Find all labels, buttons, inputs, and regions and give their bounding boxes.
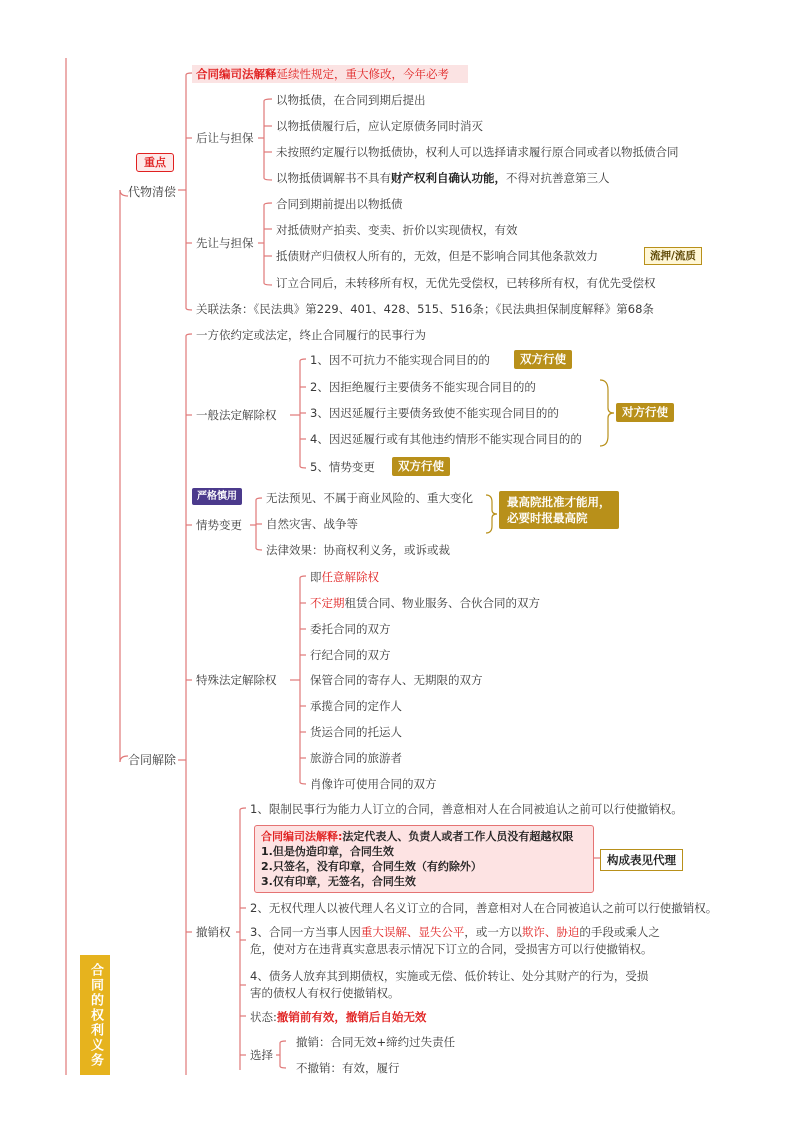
revoke-item-3-line1: 3、合同一方当事人因重大误解、显失公平，或一方以欺诈、胁迫的手段或乘人之 [250,925,660,939]
revoke-item-1: 1、限制民事行为能力人订立的合同，善意相对人在合同被追认之前可以行使撤销权。 [250,802,683,816]
special-item-5: 保管合同的寄存人、无期限的双方 [310,673,483,687]
general-item-3: 3、因迟延履行主要债务致使不能实现合同目的的 [310,406,559,420]
topic-special-rescission: 特殊法定解除权 [196,673,277,687]
topic-general-rescission: 一般法定解除权 [196,408,277,422]
choice-item-2: 不撤销：有效，履行 [296,1061,400,1075]
revoke-item-4-line2: 害的债权人有权行使撤销权。 [250,986,400,1000]
general-item-4: 4、因迟延履行或有其他违约情形不能实现合同目的的 [310,432,582,446]
supreme-court-note: 最高院批准才能用， 必要时报最高院 [499,491,619,529]
special-item-6: 承揽合同的定作人 [310,699,402,713]
sec1-top-line: 合同编司法解释延续性规定，重大修改，今年必考 [196,67,449,81]
choice-item-1: 撤销：合同无效+缔约过失责任 [296,1035,456,1049]
revoke-item-2: 2、无权代理人以被代理人名义订立的合同，善意相对人在合同被追认之前可以行使撤销权。 [250,901,718,915]
key-point-badge: 重点 [136,153,174,172]
special-item-8: 旅游合同的旅游者 [310,751,402,765]
revoke-item-3-line2: 危，使对方在违背真实意思表示情况下订立的合同，受损害方可以行使撤销权。 [250,942,653,956]
pre-item-2: 对抵债财产拍卖、变卖、折价以实现债权，有效 [276,223,518,237]
topic-change-circumstances: 情势变更 [196,518,242,532]
topic-choice: 选择 [250,1048,273,1062]
post-item-2: 以物抵债履行后，应认定原债务同时消灭 [276,119,483,133]
tag-both-parties-2: 双方行使 [392,457,450,476]
topic-revocation: 撤销权 [196,925,231,939]
change-item-1: 无法预见、不属于商业风险的、重大变化 [266,491,473,505]
change-item-2: 自然灾害、战争等 [266,517,358,531]
judicial-interpretation-box: 合同编司法解释:法定代表人、负责人或者工作人员没有超越权限 1.但是伪造印章，合同生效 2.只签名，没有印章，合同生效（有约除外） 3.仅有印章，无签名，合同生效 [254,825,594,893]
pre-item-1: 合同到期前提出以物抵债 [276,197,403,211]
related-law: 关联法条：《民法典》第229、401、428、515、516条；《民法典担保制度解释》第68条 [196,302,654,316]
apparent-agency-tag: 构成表见代理 [600,849,683,871]
post-item-3: 未按照约定履行以物抵债协，权利人可以选择请求履行原合同或者以物抵债合同 [276,145,679,159]
special-item-9: 肖像许可使用合同的双方 [310,777,437,791]
general-item-5: 5、情势变更 [310,460,375,474]
tag-both-parties: 双方行使 [514,350,572,369]
special-item-2: 不定期租赁合同、物业服务、合伙合同的双方 [310,596,540,610]
revoke-status: 状态:撤销前有效，撤销后自始无效 [250,1010,427,1024]
tag-pledge: 流押/流质 [644,247,702,265]
special-item-3: 委托合同的双方 [310,622,391,636]
pre-item-4: 订立合同后，未转移所有权，无优先受偿权，已转移所有权，有优先受偿权 [276,276,656,290]
tag-other-party: 对方行使 [616,403,674,422]
post-item-1: 以物抵债，在合同到期后提出 [276,93,426,107]
root-topic [80,955,110,1075]
revoke-item-4-line1: 4、债务人放弃其到期债权，实施或无偿、低价转让、处分其财产的行为，受损 [250,969,649,983]
change-item-3: 法律效果：协商权利义务，或诉或裁 [266,543,450,557]
special-item-4: 行纪合同的双方 [310,648,391,662]
topic-post-guarantee: 后让与担保 [196,131,254,145]
special-item-7: 货运合同的托运人 [310,725,402,739]
pre-item-3: 抵债财产归债权人所有的，无效，但是不影响合同其他条款效力 [276,249,598,263]
post-item-4: 以物抵债调解书不具有财产权利自确认功能，不得对抗善意第三人 [276,171,610,185]
root-label: 合同的权利义务 [88,963,103,1068]
topic-pre-guarantee: 先让与担保 [196,236,254,250]
topic-contract-rescission: 合同解除 [128,753,177,767]
strict-use-badge: 严格慎用 [192,488,242,505]
rescission-definition: 一方依约定或法定，终止合同履行的民事行为 [196,328,426,342]
topic-substitute-performance: 代物清偿 [128,185,177,199]
general-item-1: 1、因不可抗力不能实现合同目的的 [310,353,490,367]
special-item-1: 即任意解除权 [310,570,379,584]
general-item-2: 2、因拒绝履行主要债务不能实现合同目的的 [310,380,536,394]
